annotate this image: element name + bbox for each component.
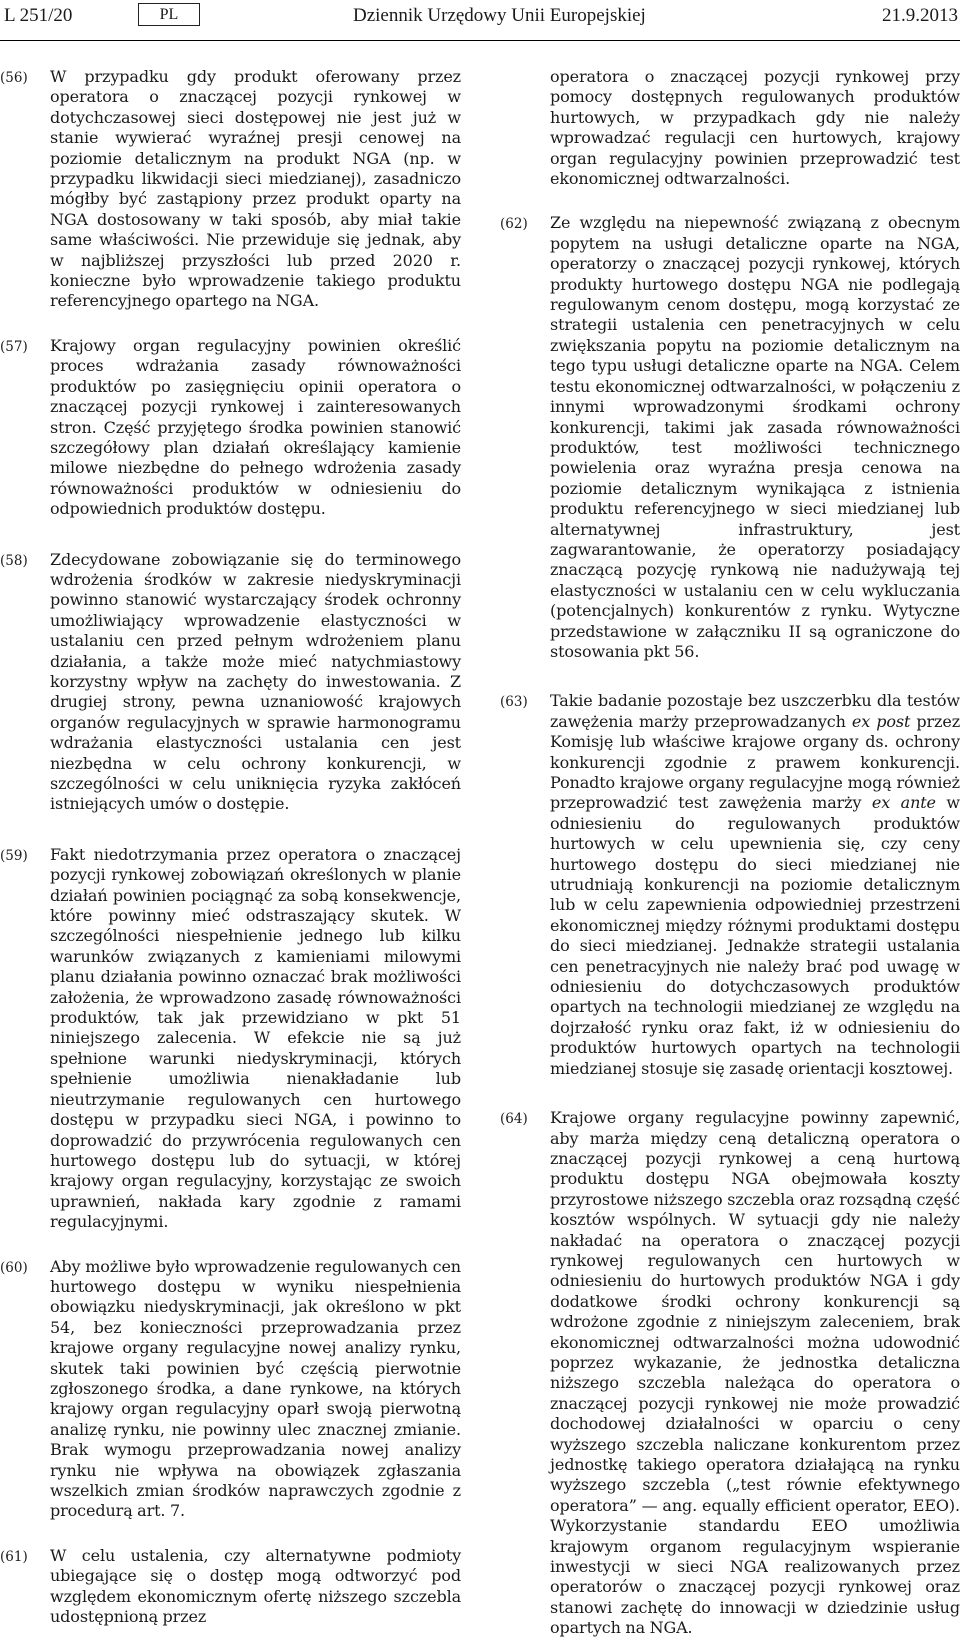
paragraph-number: (62) (500, 216, 528, 233)
paragraph-59 (0, 845, 461, 1233)
paragraph-text: Ze względu na niepewność związaną z obecnym popytem na usługi detaliczne oparte na NGA, operatorzy o znaczącej pozycji rynkowej, których produkty hurtowego dostępu NGA nie podlegają regulowanym cenom dostępu, mogą korzystać ze strategii ustalenia cen penetracyjnych w celu zwiększania popytu na poziomie detalicznym na tego typu usługi detaliczne oparte na NGA. Celem testu ekonomicznej odtwarzalności, w połączeniu z innymi wprowadzonymi środkami ochrony konkurencji, takimi jak zasada równoważności produktów, test możliwości technicznego powielenia oraz wyraźna presja cenowa na poziomie detalicznym wynikająca z istnienia produktu referencyjnego w sieci miedzianej lub alternatywnej infrastruktury, jest zagwarantowanie, że operatorzy posiadający znaczącą pozycję rynkową nie nadużywają tej elastyczności w ustalaniu cen w celu wykluczania (potencjalnych) konkurentów z rynku. Wytyczne przedstawione w załączniku II są ograniczone do stosowania pkt 56. (550, 213, 960, 661)
paragraph-60 (0, 1257, 461, 1522)
page-reference: L 251/20 (4, 5, 73, 26)
paragraph-text: W przypadku gdy produkt oferowany przez operatora o znaczącej pozycji rynkowej w dotychczasowej sieci dostępowej nie jest już w stanie wywierać wyraźnej presji cenowej na poziomie detalicznym na produkt NGA (np. w przypadku likwidacji sieci miedzianej), zasadniczo mógłby być zastąpiony przez produkt oparty na NGA dostosowany w taki sposób, aby miał takie same właściwości. Nie przewiduje się jednak, aby w najbliższej przyszłości lub przed 2020 r. konieczne było wprowadzenie takiego produktu referencyjnego opartego na NGA. (50, 67, 461, 311)
paragraph-number: (58) (0, 552, 28, 569)
language-badge: PL (138, 3, 200, 26)
paragraph-text: Fakt niedotrzymania przez operatora o znaczącej pozycji rynkowej zobowiązań określonych w planie działań powinien pociągnąć za sobą konsekwencje, które powinny mieć odstraszający skutek. W szczególności niespełnienie jednego lub kilku warunków związanych z kamieniami milowymi planu działania powinno oznaczać brak możliwości założenia, że wprowadzono zasadę równoważności produktów, tak jak przewidziano w pkt 51 niniejszego zalecenia. W efekcie nie są już spełnione warunki niedyskryminacji, których spełnienie umożliwia nienakładanie lub nieutrzymanie regulowanych cen hurtowego dostępu w przypadku sieci NGA, i powinno to doprowadzić do przywrócenia regulowanych cen hurtowego dostępu lub do sytuacji, w której krajowy organ regulacyjny, korzystając ze swoich uprawnień, nakłada kary zgodnie z ramami regulacyjnymi. (50, 844, 461, 1232)
publication-date: 21.9.2013 (882, 5, 958, 26)
paragraph-61-continued (500, 67, 960, 189)
paragraph-62 (500, 213, 960, 662)
paragraph-number: (63) (500, 694, 528, 711)
paragraph-number: (56) (0, 70, 28, 86)
paragraph-64 (500, 1108, 960, 1639)
paragraph-number: (59) (0, 847, 28, 864)
paragraph-number: (64) (500, 1111, 528, 1128)
paragraph-number: (61) (0, 1548, 28, 1565)
paragraph-number: (57) (0, 338, 28, 355)
paragraph-57 (0, 336, 461, 520)
right-column (500, 67, 960, 1639)
paragraph-text: operatora o znaczącej pozycji rynkowej przy pomocy dostępnych regulowanych produktów hurtowych, w przypadkach gdy nie należy wprowadzać regulacji cen hurtowych, krajowy organ regulacyjny powinien przeprowadzić test ekonomicznej odtwarzalności. (550, 67, 960, 189)
paragraph-56 (0, 67, 461, 312)
paragraph-text: Aby możliwe było wprowadzenie regulowanych cen hurtowego dostępu w wyniku niespełnienia obowiązku niedyskryminacji, jak określono w pkt 54, bez konieczności przeprowadzania przez krajowe organy regulacyjne nowej analizy rynku, skutek taki powinien być częścią pierwotnie zgłoszonego środka, a dane rynkowe, na których krajowy organ regulacyjny oparł swoją pierwotną analizę rynku, nie powinny ulec znacznej zmianie. Brak wymogu przeprowadzania nowej analizy rynku nie wpływa na obowiązek zgłaszania wszelkich zmian środków naprawczych zgodnie z procedurą art. 7. (50, 1256, 461, 1521)
paragraph-text: Krajowe organy regulacyjne powinny zapewnić, aby marża między ceną detaliczną operatora o znaczącej pozycji rynkowej a ceną hurtową produktu dostępu NGA obejmowała koszty przyrostowe niższego szczebla oraz rozsądną część kosztów wspólnych. W sytuacji gdy nie należy nakładać na operatora o znaczącej pozycji rynkowej regulowanych cen hurtowych w odniesieniu do hurtowych produktów NGA i gdy dodatkowe środki ochrony konkurencji są wdrożone zgodnie z niniejszym zaleceniem, brak ekonomicznej odtwarzalności można udowodnić poprzez wykazanie, że jednostka detaliczna niższego szczebla należąca do operatora o znaczącej pozycji rynkowej nie może prowadzić dochodowej działalności w oparciu o ceny wyższego szczebla naliczane konkurentom przez jednostkę takiego operatora działającą na rynku wyższego szczebla („test równie efektywnego operatora” — ang. equally efficient operator, EEO). Wykorzystanie standardu EEO umożliwia krajowym organom regulacyjnym wspieranie inwestycji w sieci NGA realizowanych przez operatorów o znaczącej pozycji rynkowej oraz stanowi zachętę do innowacji w dziedzinie usług opartych na NGA. (550, 1108, 960, 1638)
paragraph-number: (60) (0, 1259, 28, 1276)
header-rule (0, 40, 960, 41)
paragraph-61 (0, 1546, 461, 1628)
paragraph-text: W celu ustalenia, czy alternatywne podmioty ubiegające się o dostęp mogą odtworzyć pod względem ekonomicznym ofertę niższego szczebla udostępnioną przez (50, 1545, 461, 1627)
italic-term: ex ante (871, 793, 936, 813)
paragraph-63 (500, 691, 960, 1079)
paragraph-text: Zdecydowane zobowiązanie się do terminowego wdrożenia środków w zakresie niedyskryminacji powinno stanowić wystarczający środek ochronny umożliwiający wprowadzenie elastyczności w ustalaniu cen przed pełnym wdrożeniem planu działania, a także może mieć natychmiastowy korzystny wpływ na zachęty do inwestowania. Z drugiej strony, pewna uznaniowość krajowych organów regulacyjnych w sprawie harmonogramu wdrażania elastyczności ustalania cen jest niezbędna w celu ochrony konkurencji, w szczególności w celu uniknięcia ryzyka zakłóceń istniejących umów o dostępie. (50, 549, 461, 814)
paragraph-58 (0, 550, 461, 815)
paragraph-text: Takie badanie pozostaje bez uszczerbku dla testów zawężenia marży przeprowadzanych ex post przez Komisję lub właściwe krajowe organy ds. ochrony konkurencji zgodnie z prawem konkurencji. Ponadto krajowe organy regulacyjne mogą również przeprowadzić test zawężenia marży ex ante w odniesieniu do regulowanych produktów hurtowych w celu upewnienia się, czy ceny hurtowego dostępu do sieci miedzianej nie utrudniają konkurencji na poziomie detalicznym lub w celu zapewnienia odpowiedniej przestrzeni ekonomicznej między różnymi produktami dostępu do sieci miedzianej. Jednakże strategii ustalania cen penetracyjnych nie należy brać pod uwagę w odniesieniu do dotychczasowych produktów opartych na technologii miedzianej ze względu na dojrzałość rynku oraz fakt, iż w odniesieniu do produktów hurtowych opartych na technologii miedzianej stosuje się zasadę orientacji kosztowej. (550, 691, 960, 1078)
paragraph-text: Krajowy organ regulacyjny powinien określić proces wdrażania zasady równoważności produktów po zasięgnięciu opinii operatora o znaczącej pozycji rynkowej i zainteresowanych stron. Część przyjętego środka powinien stanowić szczegółowy plan działań określający kamienie milowe niezbędne do pełnego wdrożenia zasady równoważności produktów w odniesieniu do odpowiednich produktów dostępu. (50, 335, 461, 519)
left-column (0, 67, 461, 1627)
italic-term: ex post (851, 711, 911, 731)
journal-title: Dziennik Urzędowy Unii Europejskiej (353, 5, 646, 26)
